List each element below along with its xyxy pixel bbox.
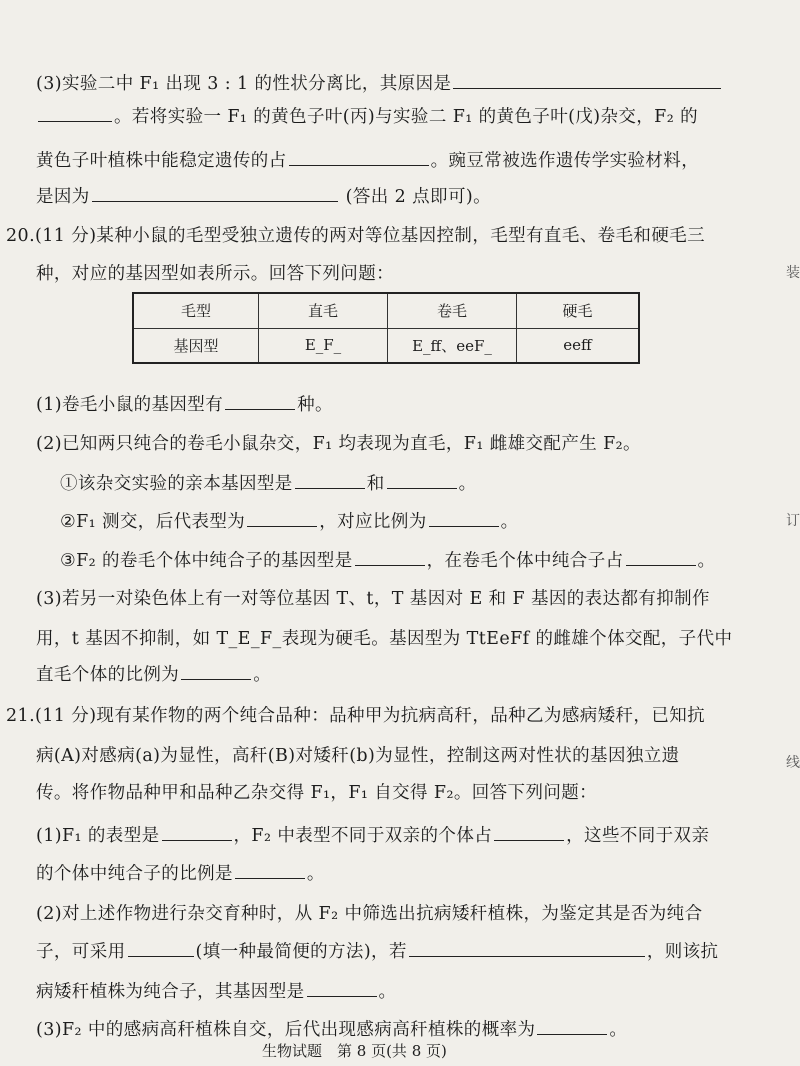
text-segment: 用，t 基因不抑制，如 T_E_F_表现为硬毛。基因型为 TtEeFf 的雌雄个体交配，子代中: [36, 629, 733, 649]
text-line: [36, 260, 394, 285]
table-cell: E_F_: [259, 328, 388, 363]
text-segment: 。豌豆常被选作遗传学实验材料，: [430, 151, 700, 171]
table-header-cell: 硬毛: [517, 293, 640, 328]
text-line: [6, 702, 705, 727]
text-segment: 传。将作物品种甲和品种乙杂交得 F₁，F₁ 自交得 F₂。回答下列问题：: [36, 783, 598, 803]
text-segment: 。: [378, 982, 397, 1002]
text-segment: 。: [697, 551, 716, 571]
answer-blank[interactable]: [225, 394, 295, 410]
text-segment: 的个体中纯合子的比例是: [36, 864, 233, 884]
text-segment: 病矮秆植株为纯合子，其基因型是: [36, 982, 305, 1002]
answer-blank[interactable]: [235, 863, 305, 879]
text-segment: 种。: [297, 395, 333, 415]
text-segment: (2)已知两只纯合的卷毛小鼠杂交，F₁ 均表现为直毛，F₁ 雌雄交配产生 F₂。: [36, 434, 641, 454]
page-footer: 生物试题 第 8 页(共 8 页): [262, 1042, 447, 1060]
text-segment: (3)F₂ 中的感病高秆植株自交，后代出现感病高秆植株的概率为: [36, 1020, 536, 1040]
text-line: [36, 978, 396, 1003]
table-header-cell: 直毛: [259, 293, 388, 328]
text-line: [36, 822, 709, 847]
table-cell: E_ff、eeF_: [388, 328, 517, 363]
text-segment: 种，对应的基因型如表所示。回答下列问题：: [36, 264, 394, 284]
text-segment: 。: [253, 665, 272, 685]
text-line: [36, 70, 723, 95]
text-segment: (1)卷毛小鼠的基因型有: [36, 395, 224, 415]
text-segment: ②F₁ 测交，后代表型为: [60, 512, 246, 532]
binding-mark: 订: [786, 513, 800, 529]
table-row: [133, 328, 639, 363]
text-line: [36, 585, 710, 610]
answer-blank[interactable]: [429, 511, 499, 527]
text-segment: 直毛个体的比例为: [36, 665, 180, 685]
answer-blank[interactable]: [626, 550, 696, 566]
text-line: [60, 508, 519, 533]
text-segment: 和: [366, 474, 385, 494]
text-line: [36, 625, 732, 650]
text-line: [60, 547, 715, 572]
text-line: [36, 391, 333, 416]
text-segment: (填一种最简便的方法)，若: [195, 942, 407, 962]
answer-blank[interactable]: [409, 941, 645, 957]
text-line: [36, 779, 597, 804]
answer-blank[interactable]: [128, 941, 194, 957]
text-segment: ，对应比例为: [319, 512, 427, 532]
text-line: [36, 430, 641, 455]
text-line: [36, 938, 718, 963]
text-segment: 。: [458, 474, 477, 494]
text-segment: 21.(11 分)现有某作物的两个纯合品种：品种甲为抗病高秆，品种乙为感病矮秆，已知抗: [6, 706, 706, 726]
table-header-cell: 毛型: [133, 293, 259, 328]
answer-blank[interactable]: [162, 825, 232, 841]
text-segment: (1)F₁ 的表型是: [36, 826, 160, 846]
text-line: [36, 1016, 627, 1041]
answer-blank[interactable]: [494, 825, 564, 841]
table-header-row: [133, 293, 639, 328]
answer-blank[interactable]: [247, 511, 317, 527]
table-cell: eeff: [517, 328, 640, 363]
answer-blank[interactable]: [355, 550, 425, 566]
text-line: [36, 103, 698, 128]
text-segment: (3)若另一对染色体上有一对等位基因 T、t，T 基因对 E 和 F 基因的表达都有抑制作: [36, 589, 710, 609]
text-segment: 。若将实验一 F₁ 的黄色子叶(丙)与实验二 F₁ 的黄色子叶(戊)杂交，F₂ 的: [114, 107, 698, 127]
answer-blank[interactable]: [537, 1019, 607, 1035]
text-segment: ①该杂交实验的亲本基因型是: [60, 474, 293, 494]
table-header-cell: 卷毛: [388, 293, 517, 328]
text-segment: 黄色子叶植株中能稳定遗传的占: [36, 151, 287, 171]
answer-blank[interactable]: [289, 150, 429, 166]
text-line: [36, 183, 491, 208]
text-segment: 病(A)对感病(a)为显性，高秆(B)对矮秆(b)为显性，控制这两对性状的基因独立遗: [36, 746, 680, 766]
text-line: [6, 222, 705, 247]
answer-blank[interactable]: [453, 73, 721, 89]
text-line: [36, 900, 702, 925]
text-line: [60, 470, 477, 495]
text-line: [36, 860, 325, 885]
text-line: [36, 742, 680, 767]
binding-mark: 线: [786, 755, 800, 771]
table-cell: 基因型: [133, 328, 259, 363]
text-segment: 。: [306, 864, 325, 884]
text-segment: 子，可采用: [36, 942, 126, 962]
answer-blank[interactable]: [387, 473, 457, 489]
text-segment: ，在卷毛个体中纯合子占: [426, 551, 624, 571]
text-segment: (2)对上述作物进行杂交育种时，从 F₂ 中筛选出抗病矮秆植株，为鉴定其是否为纯合: [36, 904, 703, 924]
answer-blank[interactable]: [38, 106, 112, 122]
answer-blank[interactable]: [307, 981, 377, 997]
text-segment: ，这些不同于双亲: [566, 826, 710, 846]
text-segment: ，F₂ 中表型不同于双亲的个体占: [233, 826, 493, 846]
text-segment: (答出 2 点即可)。: [339, 187, 491, 207]
binding-mark: 装: [786, 265, 800, 281]
text-segment: 20.(11 分)某种小鼠的毛型受独立遗传的两对等位基因控制，毛型有直毛、卷毛和硬毛三: [6, 226, 706, 246]
answer-blank[interactable]: [295, 473, 365, 489]
answer-blank[interactable]: [92, 186, 338, 202]
text-line: [36, 147, 699, 172]
text-segment: 是因为: [36, 187, 90, 207]
text-segment: 。: [500, 512, 519, 532]
genotype-table: [132, 292, 640, 364]
text-segment: 。: [609, 1020, 628, 1040]
text-segment: ，则该抗: [646, 942, 719, 962]
answer-blank[interactable]: [181, 664, 251, 680]
text-segment: ③F₂ 的卷毛个体中纯合子的基因型是: [60, 551, 353, 571]
text-segment: (3)实验二中 F₁ 出现 3 : 1 的性状分离比，其原因是: [36, 74, 452, 94]
text-line: [36, 661, 271, 686]
